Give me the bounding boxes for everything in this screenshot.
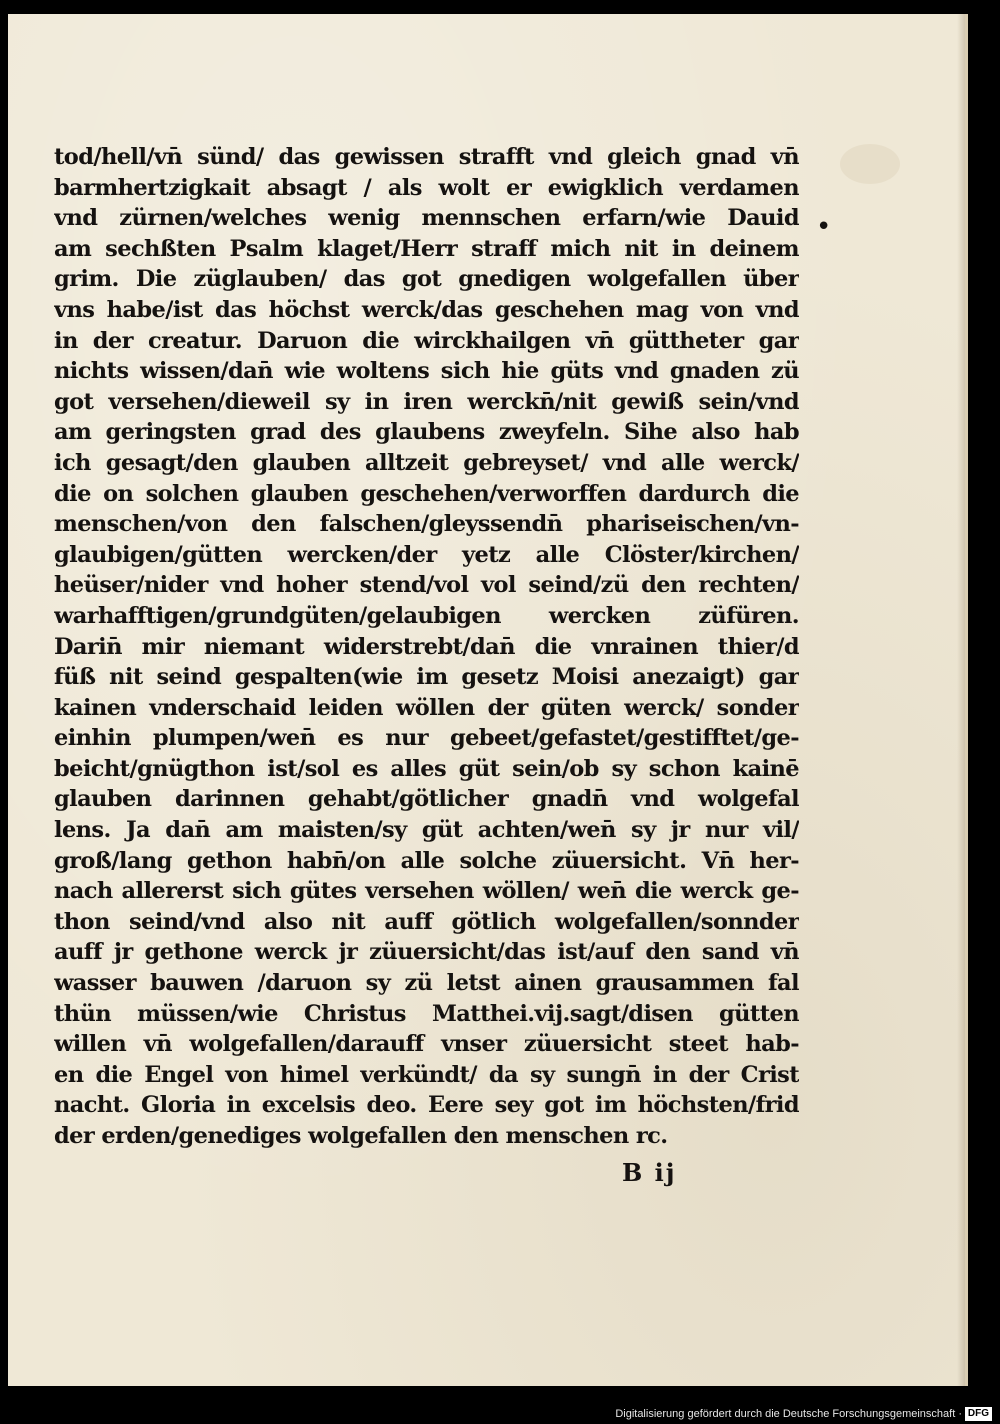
footer-bar <box>0 1386 1000 1424</box>
text-line: Darin̄ mir niemant widerstrebt/dan̄ die vnrainen thier/d <box>54 633 799 660</box>
margin-mark: • <box>816 212 832 242</box>
text-line: wasser bauwen /daruon sy zü letst ainen grausammen fal <box>54 970 799 997</box>
text-line: thon seind/vnd also nit auff götlich wolgefallen/sonnder <box>54 908 799 935</box>
text-line: auff jr gethone werck jr züuersicht/das ist/auf den sand vn̄ <box>54 939 799 966</box>
text-line: warhafftigen/grundgüten/gelaubigen wercken züfüren. <box>54 602 799 629</box>
text-line: lens. Ja dan̄ am maisten/sy güt achten/wen̄ sy jr nur vil/ <box>54 817 799 844</box>
text-line: der erden/genediges wolgefallen den menschen rc. <box>54 1123 668 1149</box>
text-line: nach allererst sich gütes versehen wöllen/ wen̄ die werck ge- <box>54 878 799 905</box>
text-line: vns habe/ist das höchst werck/das geschehen mag von vnd <box>54 296 799 323</box>
text-line: die on solchen glauben geschehen/verworffen dardurch die <box>54 480 799 507</box>
text-line: glauben darinnen gehabt/götlicher gnadn̄ vnd wolgefal <box>54 786 799 813</box>
text-line: willen vn̄ wolgefallen/darauff vnser züuersicht steet hab- <box>54 1031 799 1058</box>
text-line: beicht/gnügthon ist/sol es alles güt sein/ob sy schon kainē <box>54 755 799 782</box>
paper-stain <box>840 144 900 184</box>
text-line: groß/lang gethon habn̄/on alle solche züuersicht. Vn̄ her- <box>54 847 799 874</box>
funding-credit: Digitalisierung gefördert durch die Deutsche Forschungsgemeinschaft · <box>615 1408 962 1420</box>
text-line: barmhertzigkait absagt / als wolt er ewigklich verdamen <box>54 174 799 201</box>
text-line: am geringsten grad des glaubens zweyfeln. Sihe also hab <box>54 419 799 446</box>
dfg-logo-icon: DFG <box>965 1407 992 1421</box>
text-line: nichts wissen/dan̄ wie woltens sich hie güts vnd gnaden zü <box>54 358 799 385</box>
text-line: got versehen/dieweil sy in iren werckn̄/nit gewiß sein/vnd <box>54 388 799 415</box>
text-line: en die Engel von himel verkündt/ da sy sungn̄ in der Crist <box>54 1061 799 1088</box>
text-line: einhin plumpen/wen̄ es nur gebeet/gefastet/gestifftet/ge- <box>54 725 799 752</box>
text-line: heüser/nider vnd hoher stend/vol vol seind/zü den rechten/ <box>54 572 799 599</box>
text-line: kainen vnderschaid leiden wöllen der güten werck/ sonder <box>54 694 799 721</box>
signature-mark: B ij <box>622 1158 677 1187</box>
text-line: tod/hell/vn̄ sünd/ das gewissen strafft vnd gleich gnad vn̄ <box>54 144 799 170</box>
text-line: in der creatur. Daruon die wirckhailgen vn̄ güttheter gar <box>54 327 799 354</box>
text-line: füß nit seind gespalten(wie im gesetz Moisi anezaigt) gar <box>54 664 799 691</box>
book-page <box>8 14 968 1386</box>
text-line: thün müssen/wie Christus Matthei.vij.sagt/disen gütten <box>54 1000 799 1027</box>
page-edge-shadow <box>957 14 965 1386</box>
text-line: menschen/von den falschen/gleyssendn̄ phariseischen/vn- <box>54 511 799 538</box>
text-line: am sechßten Psalm klaget/Herr straff mich nit in deinem <box>54 235 799 262</box>
text-line: grim. Die züglauben/ das got gnedigen wolgefallen über <box>54 266 799 293</box>
text-line: glaubigen/gütten wercken/der yetz alle Clöster/kirchen/ <box>54 541 799 568</box>
text-line: vnd zürnen/welches wenig mennschen erfarn/wie Dauid <box>54 205 799 232</box>
text-line: nacht. Gloria in excelsis deo. Eere sey got im höchsten/frid <box>54 1092 799 1119</box>
text-line: ich gesagt/den glauben alltzeit gebreyset/ vnd alle werck/ <box>54 449 799 476</box>
page-text-block <box>54 142 799 1152</box>
